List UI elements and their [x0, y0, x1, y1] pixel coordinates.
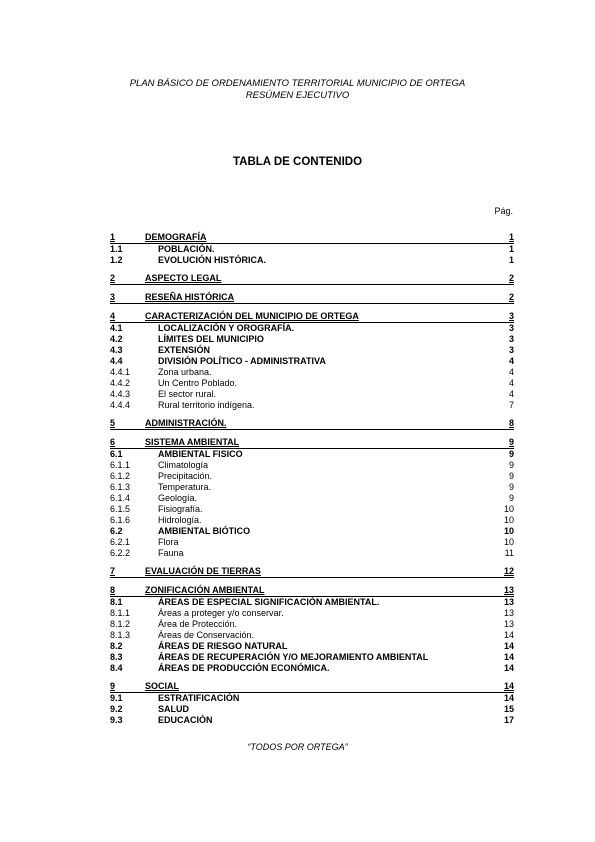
- toc-entry-page: 9: [508, 449, 514, 459]
- toc-entry-title: EDUCACIÓN: [158, 715, 213, 725]
- toc-entry[interactable]: [110, 493, 514, 504]
- toc-entry[interactable]: [110, 323, 514, 334]
- toc-entry[interactable]: [110, 437, 514, 449]
- toc-entry-number: 9.2: [110, 704, 123, 714]
- toc-entry-page: 9: [508, 471, 514, 481]
- toc-entry-title: Zona urbana.: [158, 367, 212, 377]
- toc-entry-page: 4: [508, 356, 514, 366]
- toc-entry-title: ÁREAS DE RECUPERACIÓN Y/O MEJORAMIENTO AMBIENTAL: [158, 652, 429, 662]
- toc-entry-number: 8.1.2: [110, 619, 131, 629]
- toc-entry-title: LOCALIZACIÓN Y OROGRAFÍA.: [158, 323, 295, 333]
- toc-entry-page: 3: [508, 311, 514, 321]
- toc-entry[interactable]: [110, 663, 514, 674]
- toc-entry-title: CARACTERIZACIÓN DEL MUNICIPIO DE ORTEGA: [145, 311, 359, 321]
- toc-entry-title: Climatología: [158, 460, 209, 470]
- toc-entry-number: 9.1: [110, 693, 123, 703]
- toc-entry-number: 6.1.2: [110, 471, 131, 481]
- document-header-subtitle: RESÚMEN EJECUTIVO: [245, 90, 350, 101]
- toc-entry-page: 8: [508, 418, 514, 428]
- toc-entry[interactable]: [110, 504, 514, 515]
- toc-entry-title: EXTENSIÓN: [158, 345, 211, 355]
- toc-entry-number: 9: [110, 681, 116, 691]
- toc-entry-title: Fisiografía.: [158, 504, 203, 514]
- toc-entry-page: 1: [508, 244, 514, 254]
- toc-entry-title: SALUD: [158, 704, 189, 714]
- toc-entry-page: 9: [508, 460, 514, 470]
- toc-entry-title: Fauna: [158, 548, 184, 558]
- toc-entry[interactable]: [110, 630, 514, 641]
- toc-entry[interactable]: [110, 334, 514, 345]
- toc-entry-number: 8.1: [110, 597, 123, 607]
- toc-entry-number: 4.1: [110, 323, 123, 333]
- toc-entry[interactable]: [110, 537, 514, 548]
- table-of-contents: [110, 232, 514, 726]
- toc-entry-page: 14: [503, 652, 514, 662]
- toc-entry[interactable]: [110, 597, 514, 608]
- toc-entry-page: 1: [508, 255, 514, 265]
- toc-entry[interactable]: [110, 449, 514, 460]
- toc-entry-page: 3: [508, 323, 514, 333]
- toc-entry-title: AMBIENTAL BIÓTICO: [158, 526, 251, 536]
- toc-entry[interactable]: [110, 619, 514, 630]
- toc-entry-title: SOCIAL: [145, 681, 180, 691]
- toc-entry-title: SISTEMA AMBIENTAL: [145, 437, 240, 447]
- toc-entry-title: Geología.: [158, 493, 198, 503]
- toc-entry-page: 14: [503, 663, 514, 673]
- toc-entry-number: 6.1.6: [110, 515, 131, 525]
- toc-entry-page: 2: [508, 273, 514, 283]
- toc-entry-number: 6.1.5: [110, 504, 131, 514]
- toc-entry-page: 9: [508, 482, 514, 492]
- toc-entry[interactable]: [110, 681, 514, 693]
- toc-entry-number: 6.1.3: [110, 482, 131, 492]
- toc-entry[interactable]: [110, 566, 514, 578]
- toc-entry-title: EVALUACIÓN DE TIERRAS: [145, 566, 261, 576]
- toc-entry[interactable]: [110, 244, 514, 255]
- toc-entry-number: 5: [110, 418, 116, 428]
- toc-entry-page: 14: [503, 641, 514, 651]
- toc-entry[interactable]: [110, 704, 514, 715]
- toc-entry[interactable]: [110, 311, 514, 323]
- toc-entry-page: 15: [503, 704, 514, 714]
- toc-entry-number: 1.2: [110, 255, 123, 265]
- toc-entry-title: Flora: [158, 537, 179, 547]
- toc-entry[interactable]: [110, 652, 514, 663]
- toc-entry-number: 6.1.1: [110, 460, 131, 470]
- toc-entry-number: 4.4: [110, 356, 123, 366]
- toc-entry-number: 4.3: [110, 345, 123, 355]
- toc-entry-title: Áreas a proteger y/o conservar.: [158, 608, 284, 618]
- toc-entry[interactable]: [110, 356, 514, 367]
- toc-entry-number: 6.2.1: [110, 537, 131, 547]
- toc-entry-page: 4: [508, 389, 514, 399]
- toc-entry-title: ÁREAS DE ESPECIAL SIGNIFICACIÓN AMBIENTAL.: [158, 597, 380, 607]
- toc-entry-page: 10: [503, 504, 514, 514]
- toc-entry-page: 14: [503, 630, 514, 640]
- toc-entry-title: LÍMITES DEL MUNICIPIO: [158, 334, 264, 344]
- toc-entry-number: 2: [110, 273, 116, 283]
- toc-entry-title: ESTRATIFICACIÓN: [158, 693, 240, 703]
- toc-entry-number: 4.2: [110, 334, 123, 344]
- toc-entry[interactable]: [110, 608, 514, 619]
- toc-entry-title: ÁREAS DE RIESGO NATURAL: [158, 641, 288, 651]
- toc-entry-number: 1.1: [110, 244, 123, 254]
- toc-entry[interactable]: [110, 693, 514, 704]
- toc-entry-title: ZONIFICACIÓN AMBIENTAL: [145, 585, 265, 595]
- toc-entry-number: 8.1.3: [110, 630, 131, 640]
- toc-entry-title: ÁREAS DE PRODUCCIÓN ECONÓMICA.: [158, 663, 330, 673]
- toc-entry-page: 12: [503, 566, 514, 576]
- toc-entry-title: RESEÑA HISTÓRICA: [145, 292, 235, 302]
- toc-entry-page: 4: [508, 367, 514, 377]
- toc-entry-page: 3: [508, 334, 514, 344]
- toc-entry-title: Áreas de Conservación.: [158, 630, 255, 640]
- toc-entry-number: 4.4.3: [110, 389, 131, 399]
- toc-entry-number: 7: [110, 566, 116, 576]
- toc-entry-number: 3: [110, 292, 116, 302]
- toc-entry-title: DEMOGRAFÍA: [145, 232, 207, 242]
- toc-entry-number: 1: [110, 232, 116, 242]
- toc-entry-title: Hidrología.: [158, 515, 202, 525]
- toc-entry-page: 9: [508, 493, 514, 503]
- toc-entry-page: 13: [503, 608, 514, 618]
- toc-entry[interactable]: [110, 273, 514, 285]
- toc-entry-page: 13: [503, 597, 514, 607]
- toc-entry-page: 4: [508, 378, 514, 388]
- toc-entry[interactable]: [110, 378, 514, 389]
- toc-entry-title: ASPECTO LEGAL: [145, 273, 222, 283]
- toc-entry[interactable]: [110, 400, 514, 411]
- toc-entry[interactable]: [110, 345, 514, 356]
- toc-entry-number: 6.2.2: [110, 548, 131, 558]
- toc-entry-page: 9: [508, 437, 514, 447]
- toc-entry-number: 9.3: [110, 715, 123, 725]
- toc-entry-title: ADMINISTRACIÓN.: [145, 418, 227, 428]
- toc-entry-page: 1: [508, 232, 514, 242]
- toc-entry[interactable]: [110, 526, 514, 537]
- toc-entry-page: 13: [503, 585, 514, 595]
- toc-entry-number: 4: [110, 311, 116, 321]
- toc-entry[interactable]: [110, 232, 514, 244]
- toc-entry[interactable]: [110, 418, 514, 430]
- toc-entry-number: 8.4: [110, 663, 123, 673]
- document-footer: “TODOS POR ORTEGA”: [247, 742, 348, 752]
- toc-entry-title: DIVISIÓN POLÍTICO - ADMINISTRATIVA: [158, 356, 326, 366]
- toc-entry[interactable]: [110, 389, 514, 400]
- toc-entry-title: El sector rural.: [158, 389, 217, 399]
- toc-entry-page: 11: [504, 548, 514, 558]
- toc-title: TABLA DE CONTENIDO: [232, 156, 363, 168]
- toc-entry[interactable]: [110, 367, 514, 378]
- toc-entry[interactable]: [110, 482, 514, 493]
- toc-entry-page: 7: [508, 400, 514, 410]
- toc-entry-page: 10: [503, 537, 514, 547]
- toc-entry-number: 6: [110, 437, 116, 447]
- toc-entry[interactable]: [110, 515, 514, 526]
- toc-entry[interactable]: [110, 460, 514, 471]
- toc-entry-page: 17: [503, 715, 514, 725]
- toc-entry-page: 13: [503, 619, 514, 629]
- toc-entry-page: 3: [508, 345, 514, 355]
- toc-entry-page: 14: [503, 693, 514, 703]
- toc-entry[interactable]: [110, 548, 514, 559]
- toc-entry-number: 6.2: [110, 526, 123, 536]
- toc-entry-title: Precipitación.: [158, 471, 213, 481]
- toc-entry-number: 4.4.2: [110, 378, 131, 388]
- toc-entry-number: 8: [110, 585, 116, 595]
- toc-entry-number: 6.1: [110, 449, 123, 459]
- toc-entry-number: 8.3: [110, 652, 123, 662]
- toc-entry[interactable]: [110, 292, 514, 304]
- toc-entry[interactable]: [110, 715, 514, 726]
- toc-entry-title: Un Centro Poblado.: [158, 378, 238, 388]
- toc-entry-page: 14: [503, 681, 514, 691]
- toc-entry-title: Rural territorio indígena.: [158, 400, 255, 410]
- toc-entry[interactable]: [110, 255, 514, 266]
- toc-entry-page: 10: [503, 526, 514, 536]
- toc-entry-number: 8.2: [110, 641, 123, 651]
- toc-entry[interactable]: [110, 585, 514, 597]
- toc-entry-page: 2: [508, 292, 514, 302]
- toc-entry-number: 4.4.4: [110, 400, 131, 410]
- toc-entry-number: 4.4.1: [110, 367, 131, 377]
- page-column-label: Pág.: [494, 206, 513, 216]
- toc-entry-page: 10: [503, 515, 514, 525]
- toc-entry-title: EVOLUCIÓN HISTÓRICA.: [158, 255, 267, 265]
- document-header-title: PLAN BÁSICO DE ORDENAMIENTO TERRITORIAL MUNICIPIO DE ORTEGA: [129, 78, 466, 89]
- toc-entry[interactable]: [110, 471, 514, 482]
- toc-entry-number: 6.1.4: [110, 493, 131, 503]
- toc-entry-title: AMBIENTAL FISICO: [158, 449, 243, 459]
- toc-entry-title: Temperatura.: [158, 482, 212, 492]
- toc-entry-title: POBLACIÓN.: [158, 244, 215, 254]
- toc-entry[interactable]: [110, 641, 514, 652]
- toc-entry-number: 8.1.1: [110, 608, 131, 618]
- toc-entry-title: Área de Protección.: [158, 619, 238, 629]
